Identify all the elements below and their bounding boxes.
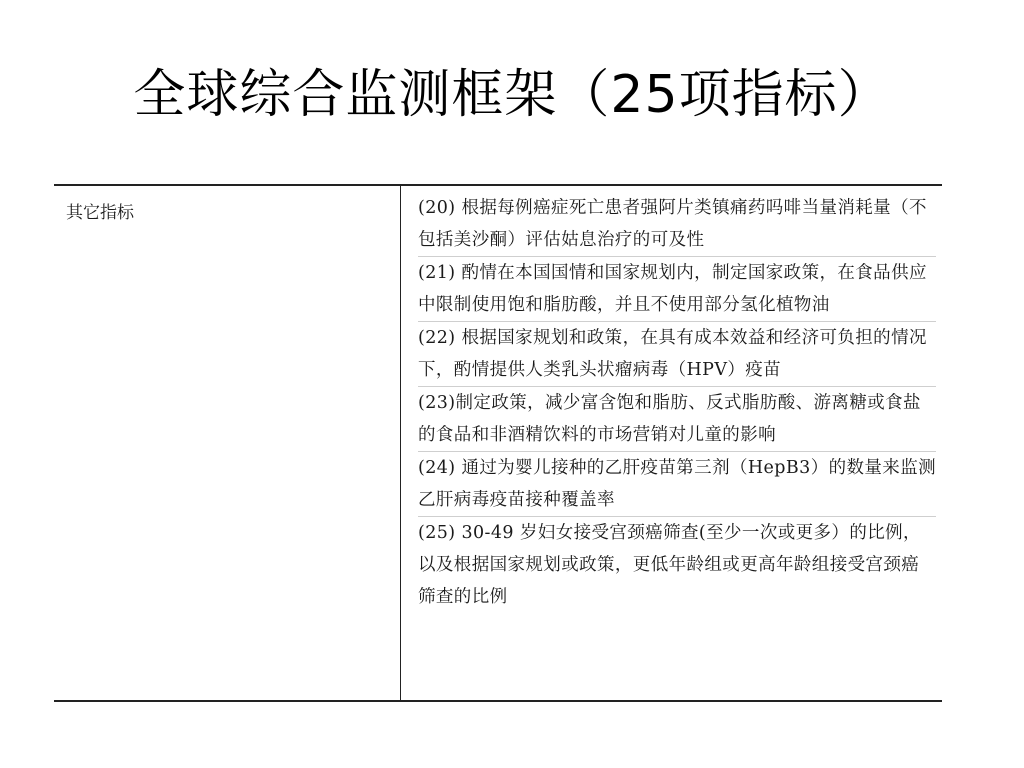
column-divider — [400, 186, 401, 700]
indicator-24: (24) 通过为婴儿接种的乙肝疫苗第三剂（HepB3）的数量来监测乙肝病毒疫苗接种覆盖率 — [418, 451, 936, 516]
indicator-25: (25) 30-49 岁妇女接受宫颈癌筛查(至少一次或更多）的比例，以及根据国家规划或政策，更低年龄组或更高年龄组接受宫颈癌筛查的比例 — [418, 516, 936, 613]
slide-title: 全球综合监测框架（25项指标） — [133, 65, 891, 125]
indicator-list — [418, 192, 936, 613]
indicator-20: (20) 根据每例癌症死亡患者强阿片类镇痛药吗啡当量消耗量（不包括美沙酮）评估姑息治疗的可及性 — [418, 198, 927, 250]
indicator-22: (22) 根据国家规划和政策，在具有成本效益和经济可负担的情况下，酌情提供人类乳头状瘤病毒（HPV）疫苗 — [418, 321, 936, 386]
indicator-23: (23)制定政策，减少富含饱和脂肪、反式脂肪酸、游离糖或食盐的食品和非酒精饮料的市场营销对儿童的影响 — [418, 386, 936, 451]
indicator-21: (21) 酌情在本国国情和国家规划内，制定国家政策，在食品供应中限制使用饱和脂肪酸，并且不使用部分氢化植物油 — [418, 256, 936, 321]
indicator-table — [54, 184, 942, 702]
category-label: 其它指标 — [66, 203, 134, 223]
